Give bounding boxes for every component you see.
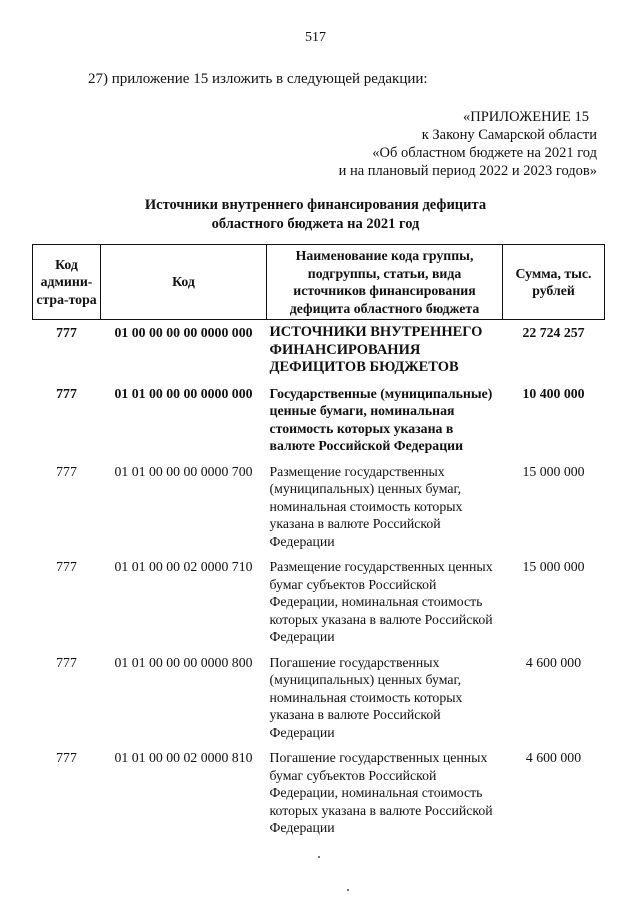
appendix-line: «Об областном бюджете на 2021 год (372, 145, 597, 161)
cell-code: 01 01 00 00 02 0000 810 (114, 750, 253, 765)
scan-speck (318, 856, 320, 858)
title-line: Источники внутреннего финансирования дефицита (144, 197, 487, 213)
table-row (33, 650, 605, 746)
title-line: областного бюджета на 2021 год (211, 216, 420, 232)
cell-sum: 15 000 000 (522, 559, 585, 574)
table-row (33, 320, 605, 381)
page-number: 517 (305, 30, 326, 45)
table-row (33, 745, 605, 841)
cell-name: ИСТОЧНИКИ ВНУТРЕННЕГО ФИНАНСИРОВАНИЯ ДЕФИЦИТОВ БЮДЖЕТОВ (267, 320, 503, 381)
cell-name: Размещение государственных (муниципальных) ценных бумаг, номинальная стоимость которых указана в валюте Российской Федерации (269, 463, 463, 549)
cell-sum: 4 600 000 (525, 654, 582, 670)
table-row (33, 381, 605, 459)
cell-sum: 15 000 000 (522, 463, 585, 479)
table-header-row (33, 245, 605, 320)
header-code: Код (101, 245, 267, 320)
header-admin-code: Код админи-стра-тора (33, 245, 101, 320)
cell-code: 01 00 00 00 00 0000 000 (101, 320, 267, 381)
cell-code: 01 01 00 00 00 0000 700 (114, 463, 253, 479)
appendix-line: «ПРИЛОЖЕНИЕ 15 (463, 109, 589, 125)
cell-name: Государственные (муниципальные) ценные бумаги, номинальная стоимость которых указана в валюте Российской Федерации (269, 385, 493, 453)
cell-sum: 4 600 000 (525, 750, 582, 765)
cell-code: 01 01 00 00 02 0000 710 (114, 559, 253, 574)
cell-code: 01 01 00 00 00 0000 800 (114, 654, 253, 670)
cell-sum: 22 724 257 (503, 320, 605, 381)
cell-admin: 777 (56, 385, 77, 401)
appendix-line: и на плановый период 2022 и 2023 годов» (338, 163, 597, 179)
cell-admin: 777 (56, 654, 77, 670)
table-row (33, 554, 605, 650)
appendix-line: к Закону Самарской области (421, 127, 597, 143)
cell-name: Погашение государственных (муниципальных) ценных бумаг, номинальная стоимость которых указана в валюте Российской Федерации (269, 654, 463, 740)
header-name: Наименование кода группы, подгруппы, статьи, вида источников финансирования дефицита областного бюджета (267, 245, 503, 320)
document-title (0, 196, 631, 234)
amendment-intro: 27) приложение 15 изложить в следующей редакции: (88, 71, 428, 87)
cell-admin: 777 (33, 320, 101, 381)
cell-sum: 10 400 000 (522, 385, 585, 401)
scan-speck (347, 889, 349, 891)
financing-sources-table (32, 244, 605, 841)
header-sum: Сумма, тыс. рублей (503, 245, 605, 320)
appendix-header (339, 108, 597, 180)
cell-name: Размещение государственных ценных бумаг субъектов Российской Федерации, номинальная стоимость которых указана в валюте Российской Федерации (269, 559, 493, 644)
table-row (33, 459, 605, 555)
cell-name: Погашение государственных ценных бумаг субъектов Российской Федерации, номинальная стоимость которых указана в валюте Российской Федерации (269, 750, 493, 835)
cell-admin: 777 (56, 463, 77, 479)
cell-admin: 777 (56, 750, 77, 765)
cell-code: 01 01 00 00 00 0000 000 (114, 385, 253, 401)
cell-admin: 777 (56, 559, 77, 574)
